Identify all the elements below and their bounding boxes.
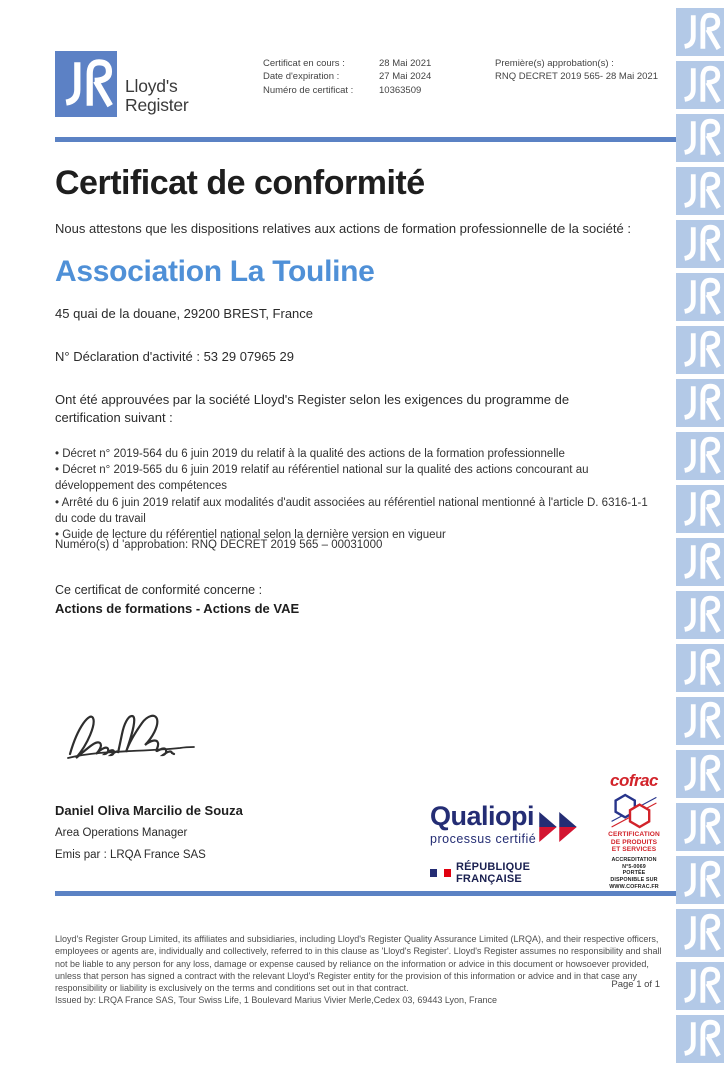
lr-monogram-icon — [55, 51, 117, 117]
lr-logo-tile — [676, 856, 724, 904]
certificate-meta-row — [263, 84, 431, 97]
lr-logo-strip — [676, 8, 724, 1068]
lloyds-register-logo — [55, 51, 117, 117]
lr-logo-tile — [676, 591, 724, 639]
meta-label: Certificat en cours : — [263, 58, 345, 69]
legal-text: Lloyd's Register Group Limited, its affiliates and subsidiaries, including Lloyd's Register Quality Assurance Limited (LRQA), and their respective officers, employees or agents are, individually and collectively, referred to in this clause as 'Lloyd's Register'. Lloyd's Register assumes no responsibility and shall not be liable to any person for any loss, damage or expense caused by reliance on the information or advice in this document or howsoever provided, unless that person has signed a contract with the relevant Lloyd's Register entity for the provision of this information or advice and in that case any responsibility or liability is exclusively on the terms and conditions set out in that contract. — [55, 934, 662, 994]
concerns-label: Ce certificat de conformité concerne : — [55, 583, 263, 597]
certificate-meta-row — [263, 57, 431, 70]
header-divider — [55, 137, 690, 142]
program-intro: Ont été approuvées par la société Lloyd's Register selon les exigences du programme de certification suivant : — [55, 392, 570, 425]
lr-monogram-icon — [676, 750, 724, 798]
lr-logo-tile — [676, 61, 724, 109]
handwritten-signature — [60, 704, 210, 778]
cofrac-black-line: ACCREDITATION — [611, 856, 657, 863]
concerns-value: Actions de formations - Actions de VAE — [55, 601, 300, 616]
meta-value: 27 Mai 2024 — [379, 71, 432, 83]
cofrac-red-line: ET SERVICES — [611, 846, 657, 854]
lr-logo-tile — [676, 909, 724, 957]
lr-monogram-icon — [676, 485, 724, 533]
first-approval-value: RNQ DECRET 2019 565- 28 Mai 2021 — [495, 71, 658, 83]
lr-monogram-icon — [676, 114, 724, 162]
lr-logo-tile — [676, 114, 724, 162]
lr-logo-tile — [676, 379, 724, 427]
lr-monogram-icon — [676, 803, 724, 851]
lr-logo-tile — [676, 167, 724, 215]
cofrac-wordmark: cofrac — [609, 771, 659, 790]
lr-logo-tile — [676, 750, 724, 798]
cofrac-black-line: PORTÉE — [622, 870, 646, 877]
decree-item: • Guide de lecture du référentiel national selon la dernière version en vigueur — [55, 529, 446, 542]
company-address: 45 quai de la douane, 29200 BREST, France — [55, 306, 314, 321]
lr-monogram-icon — [676, 8, 724, 56]
qualiopi-subtitle: processus certifié — [430, 832, 537, 846]
lr-monogram-icon — [676, 61, 724, 109]
certificate-meta-row — [263, 70, 431, 83]
cofrac-black-line: N°5-0069 — [622, 863, 646, 870]
footer-divider — [55, 891, 690, 896]
lr-logo-tile — [676, 644, 724, 692]
meta-value: 28 Mai 2021 — [379, 58, 432, 69]
cofrac-red-line: DE PRODUITS — [610, 838, 658, 846]
cofrac-logo — [600, 771, 668, 891]
lr-logo-tile — [676, 697, 724, 745]
lr-monogram-icon — [676, 538, 724, 586]
qualiopi-arrows-icon — [538, 802, 578, 852]
cofrac-red-line: CERTIFICATION — [608, 831, 660, 838]
signatory-issued-by: Emis par : LRQA France SAS — [55, 849, 206, 861]
lr-logo-tile — [676, 220, 724, 268]
french-flag-icon — [430, 869, 451, 877]
lr-logo-tile — [676, 803, 724, 851]
issued-by-text: Issued by: LRQA France SAS, Tour Swiss Life, 1 Boulevard Marius Vivier Merle,Cedex 03, 69443 Lyon, France — [55, 995, 498, 1006]
lr-monogram-icon — [676, 167, 724, 215]
attestation-text: Nous attestons que les dispositions relatives aux actions de formation professionnelle de la société : — [55, 221, 631, 236]
qualiopi-logo — [430, 802, 595, 885]
meta-label: Date d'expiration : — [263, 71, 340, 83]
certificate-meta — [263, 57, 431, 97]
decree-item: • Décret n° 2019-564 du 6 juin 2019 du relatif à la qualité des actions de la formation professionnelle — [55, 448, 565, 460]
signatory-role: Area Operations Manager — [55, 827, 188, 839]
lr-monogram-icon — [676, 962, 724, 1010]
page-number: Page 1 of 1 — [611, 979, 660, 990]
lr-monogram-icon — [676, 697, 724, 745]
brand-line1: Lloyd's — [125, 76, 178, 96]
lr-monogram-icon — [676, 1015, 724, 1063]
declaration-number: N° Déclaration d'activité : 53 29 07965 29 — [55, 349, 294, 364]
lr-logo-tile — [676, 8, 724, 56]
lr-monogram-icon — [676, 856, 724, 904]
lr-logo-tile — [676, 1015, 724, 1063]
company-name: Association La Touline — [55, 255, 375, 288]
first-approval-label: Première(s) approbation(s) : — [495, 58, 614, 69]
lr-logo-tile — [676, 485, 724, 533]
lr-monogram-icon — [676, 432, 724, 480]
decree-item: • Arrêté du 6 juin 2019 relatif aux modalités d'audit associées au référentiel national mentionné à l'article D. 6316-1-1 du code du travail — [55, 496, 648, 525]
lr-logo-tile — [676, 273, 724, 321]
lr-monogram-icon — [676, 644, 724, 692]
lr-logo-tile — [676, 538, 724, 586]
lr-logo-tile — [676, 962, 724, 1010]
signature-icon — [60, 704, 210, 778]
lr-logo-tile — [676, 432, 724, 480]
brand-line2: Register — [125, 95, 189, 115]
signatory-name: Daniel Oliva Marcilio de Souza — [55, 803, 243, 818]
cofrac-black-line: WWW.COFRAC.FR — [609, 883, 659, 890]
brand-wordmark — [125, 77, 189, 115]
lr-monogram-icon — [676, 909, 724, 957]
meta-label: Numéro de certificat : — [263, 84, 354, 96]
approval-number: Numéro(s) d 'approbation: RNQ DECRET 2019 565 – 00031000 — [55, 539, 383, 551]
decree-list — [55, 446, 655, 543]
cofrac-accreditation-lines — [600, 857, 668, 891]
lr-logo-tile — [676, 326, 724, 374]
lr-monogram-icon — [676, 273, 724, 321]
decree-item: • Décret n° 2019-565 du 6 juin 2019 relatif au référentiel national sur la qualité des actions concourant au développement des compétences — [55, 464, 589, 493]
page-title: Certificat de conformité — [55, 164, 425, 202]
qualiopi-wordmark: Qualiopi — [430, 801, 534, 831]
republique-francaise-label: RÉPUBLIQUE FRANÇAISE — [456, 861, 531, 885]
first-approval-block — [495, 57, 658, 84]
lr-monogram-icon — [676, 220, 724, 268]
legal-footer — [55, 933, 669, 1007]
lr-monogram-icon — [676, 379, 724, 427]
cofrac-certification-lines — [600, 831, 668, 854]
lr-monogram-icon — [676, 591, 724, 639]
cofrac-black-line: DISPONIBLE SUR — [610, 877, 658, 884]
cofrac-hexagons-icon — [610, 792, 658, 830]
lr-monogram-icon — [676, 326, 724, 374]
meta-value: 10363509 — [379, 84, 422, 96]
